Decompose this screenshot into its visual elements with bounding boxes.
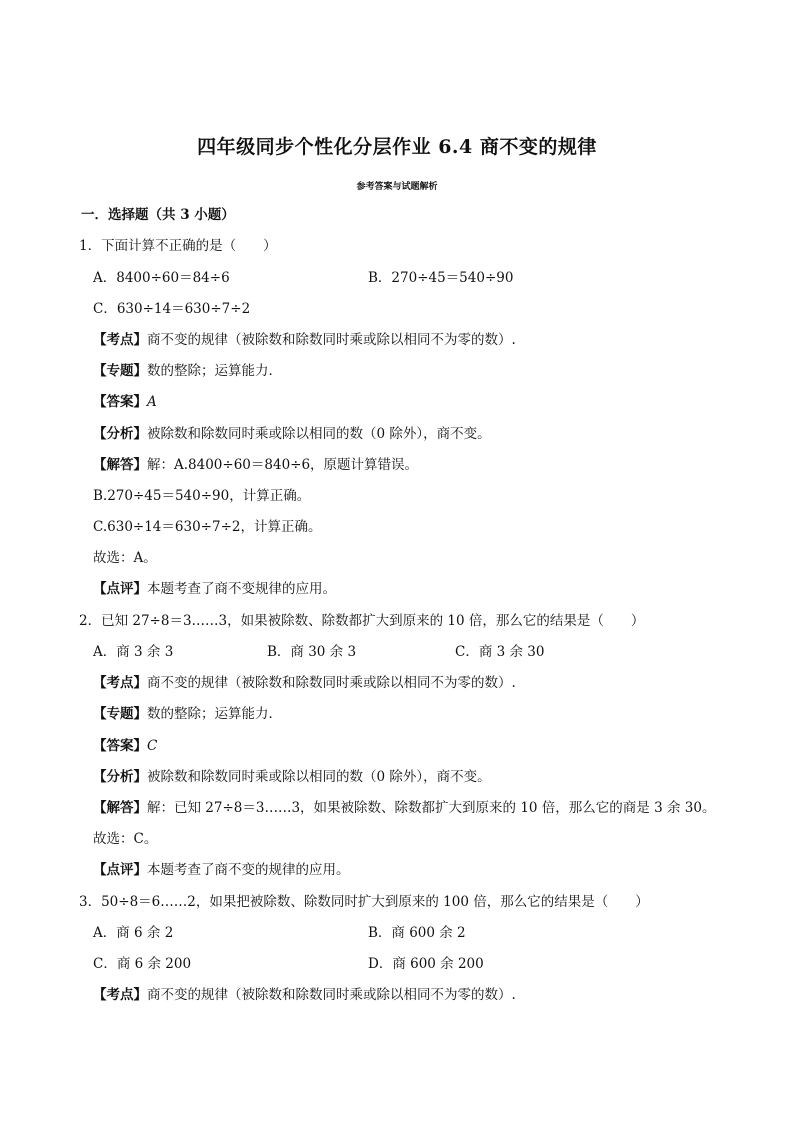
q1-comment-text: 本题考查了商不变规律的应用。: [147, 581, 336, 597]
q2-solution: [93, 799, 715, 817]
q3-kaodian-text: 商不变的规律（被除数和除数同时乘或除以相同不为零的数）.: [147, 987, 516, 1003]
q1-solution: [93, 456, 418, 474]
q2-kaodian-text: 商不变的规律（被除数和除数同时乘或除以相同不为零的数）.: [147, 675, 516, 691]
q3-option-b: B．商 600 余 2: [368, 925, 466, 941]
q1-solution-line2: B.270÷45＝540÷90，计算正确。: [93, 488, 311, 504]
q1-zhuanti: [93, 362, 282, 380]
q2-analysis-text: 被除数和除数同时乘或除以相同的数（0 除外），商不变。: [147, 769, 491, 785]
q3-option-a: A．商 6 余 2: [93, 925, 174, 941]
q2-option-b: B．商 30 余 3: [267, 644, 357, 660]
q1-solution-tag: 【解答】: [93, 457, 147, 473]
document-subtitle: 参考答案与试题解析: [356, 182, 438, 192]
q1-solution-line3: C.630÷14＝630÷7÷2，计算正确。: [93, 519, 322, 535]
q2-solution-line1: 解：已知 27÷8＝3……3，如果被除数、除数都扩大到原来的 10 倍，那么它的商是 3 余 30。: [147, 800, 716, 816]
q1-answer-text: A: [147, 394, 157, 410]
q2-answer-text: C: [147, 738, 158, 754]
q2-zhuanti: [93, 705, 282, 723]
q2-answer: [93, 737, 157, 755]
q2-zhuanti-tag: 【专题】: [93, 706, 147, 722]
q1-answer: [93, 393, 157, 411]
section-heading: 一．选择题（共 3 小题）: [81, 207, 235, 223]
q1-option-b: B．270÷45＝540÷90: [368, 270, 514, 286]
document-title: 四年级同步个性化分层作业 6.4 商不变的规律: [197, 136, 597, 158]
q1-comment: [93, 580, 336, 598]
q2-comment-text: 本题考查了商不变的规律的应用。: [147, 862, 350, 878]
q1-zhuanti-tag: 【专题】: [93, 363, 147, 379]
q1-option-c: C．630÷14＝630÷7÷2: [93, 301, 251, 317]
q2-analysis: [93, 768, 491, 786]
q3-option-c: C．商 6 余 200: [93, 956, 192, 972]
q2-stem: 2．已知 27÷8＝3……3，如果被除数、除数都扩大到原来的 10 倍，那么它的结果是（ ）: [79, 613, 645, 629]
q1-analysis-tag: 【分析】: [93, 426, 147, 442]
q2-comment-tag: 【点评】: [93, 862, 147, 878]
q1-answer-tag: 【答案】: [93, 394, 147, 410]
q1-zhuanti-text: 数的整除；运算能力．: [147, 363, 282, 379]
q1-analysis: [93, 425, 491, 443]
q2-option-a: A．商 3 余 3: [93, 644, 174, 660]
q3-option-d: D．商 600 余 200: [368, 956, 484, 972]
q2-analysis-tag: 【分析】: [93, 769, 147, 785]
q2-choice: 故选：C。: [93, 831, 158, 847]
q1-stem: 1．下面计算不正确的是（ ）: [79, 238, 277, 254]
q2-solution-tag: 【解答】: [93, 800, 147, 816]
q1-solution-line1: 解：A.8400÷60＝840÷6，原题计算错误。: [147, 457, 419, 473]
q1-comment-tag: 【点评】: [93, 581, 147, 597]
q2-zhuanti-text: 数的整除；运算能力．: [147, 706, 282, 722]
q3-kaodian-tag: 【考点】: [93, 987, 147, 1003]
q1-option-a: A．8400÷60＝84÷6: [93, 270, 230, 286]
q1-kaodian-text: 商不变的规律（被除数和除数同时乘或除以相同不为零的数）.: [147, 332, 516, 348]
q1-kaodian-tag: 【考点】: [93, 332, 147, 348]
q2-answer-tag: 【答案】: [93, 738, 147, 754]
q1-choice: 故选：A。: [93, 550, 157, 566]
q2-kaodian: [93, 674, 516, 692]
q3-kaodian: [93, 986, 516, 1004]
q2-comment: [93, 861, 350, 879]
q1-analysis-text: 被除数和除数同时乘或除以相同的数（0 除外），商不变。: [147, 426, 491, 442]
q3-stem: 3．50÷8＝6……2，如果把被除数、除数同时扩大到原来的 100 倍，那么它的结果是（ ）: [79, 894, 649, 910]
q2-kaodian-tag: 【考点】: [93, 675, 147, 691]
q2-option-c: C．商 3 余 30: [455, 644, 545, 660]
q1-kaodian: [93, 331, 516, 349]
